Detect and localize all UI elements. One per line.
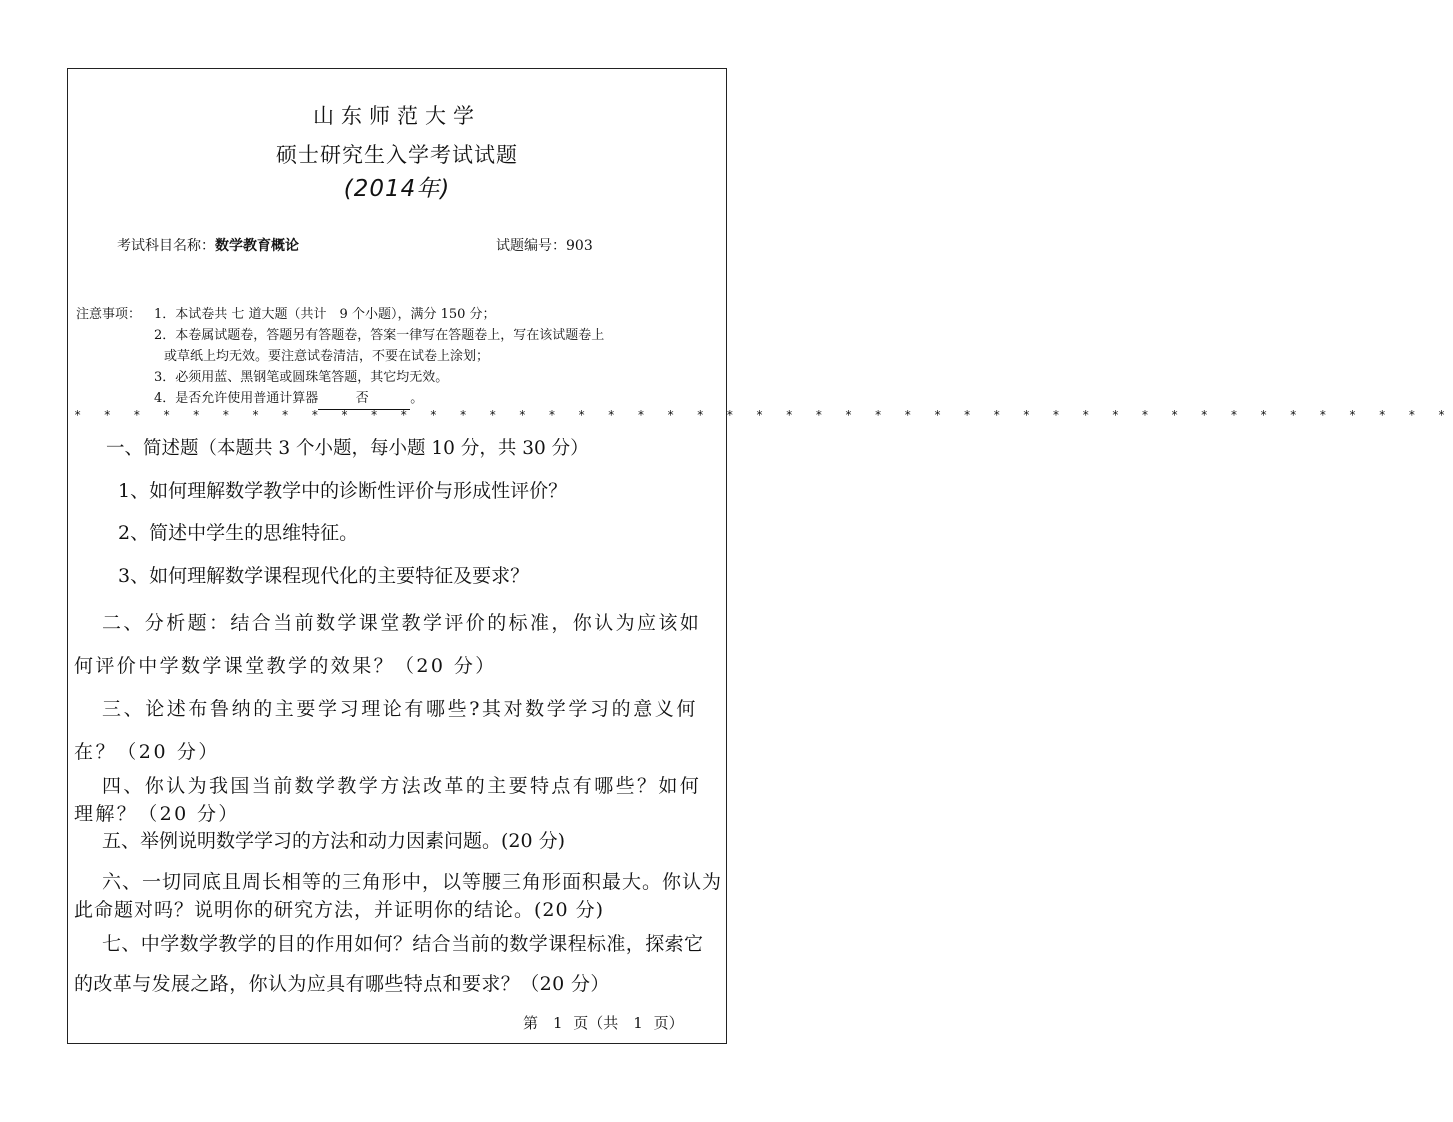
question-5: 五、举例说明数学学习的方法和动力因素问题。(20 分) [102, 830, 566, 852]
code-value: 903 [566, 238, 593, 254]
note-item: 或草纸上均无效。要注意试卷清洁，不要在试卷上涂划； [164, 349, 490, 364]
note-item: 1．本试卷共 七 道大题（共计 9 个小题），满分 150 分； [154, 307, 496, 322]
note-item-calculator: 4．是否允许使用普通计算器 否 。 [76, 388, 726, 410]
note-item: 3．必须用蓝、黑钢笔或圆珠笔答题，其它均无效。 [154, 370, 449, 385]
notes-section [76, 304, 726, 410]
note-item: 2．本卷属试题卷，答题另有答题卷，答案一律写在答题卷上，写在该试题卷上 [154, 328, 605, 343]
subject-line [117, 235, 299, 255]
question-7: 七、中学数学教学的目的作用如何？结合当前的数学课程标准，探索它的改革与发展之路，你认为应具有哪些特点和要求？（20 分） [74, 933, 704, 995]
question-2: 二、分析题：结合当前数学课堂教学评价的标准，你认为应该如何评价中学数学课堂教学的效果？（20 分） [74, 612, 702, 677]
subject-label: 考试科目名称： [117, 238, 215, 254]
code-label: 试题编号： [496, 238, 566, 254]
question-1-3: 3、如何理解数学课程现代化的主要特征及要求？ [118, 565, 530, 587]
page-number: 第 1 页（共 1 页） [523, 1014, 684, 1032]
question-1-2: 2、简述中学生的思维特征。 [118, 522, 359, 544]
exam-code [496, 235, 593, 255]
question-1-1: 1、如何理解数学教学中的诊断性评价与形成性评价？ [118, 480, 568, 502]
question-4: 四、你认为我国当前数学教学方法改革的主要特点有哪些？如何理解？（20 分） [74, 775, 702, 825]
question-3: 三、论述布鲁纳的主要学习理论有哪些?其对数学学习的意义何在？（20 分） [74, 698, 698, 763]
separator-stars: * * * * * * * * * * * * * * * * * * * * * * * * * * * * * * * * * * * * * * * * * * * * * * * [74, 408, 1453, 422]
question-1-title: 一、简述题（本题共 3 个小题，每小题 10 分，共 30 分） [106, 438, 589, 459]
handwritten-year: (2014年) [343, 176, 451, 202]
exam-title: 硕士研究生入学考试试题 [276, 143, 518, 167]
university-name: 山东师范大学 [313, 104, 481, 128]
notes-label: 注意事项： [76, 307, 142, 322]
calculator-answer: 否 [318, 388, 410, 410]
subject-name: 数学教育概论 [215, 238, 299, 254]
question-6: 六、一切同底且周长相等的三角形中，以等腰三角形面积最大。你认为此命题对吗？说明你的研究方法，并证明你的结论。(20 分) [74, 871, 723, 921]
